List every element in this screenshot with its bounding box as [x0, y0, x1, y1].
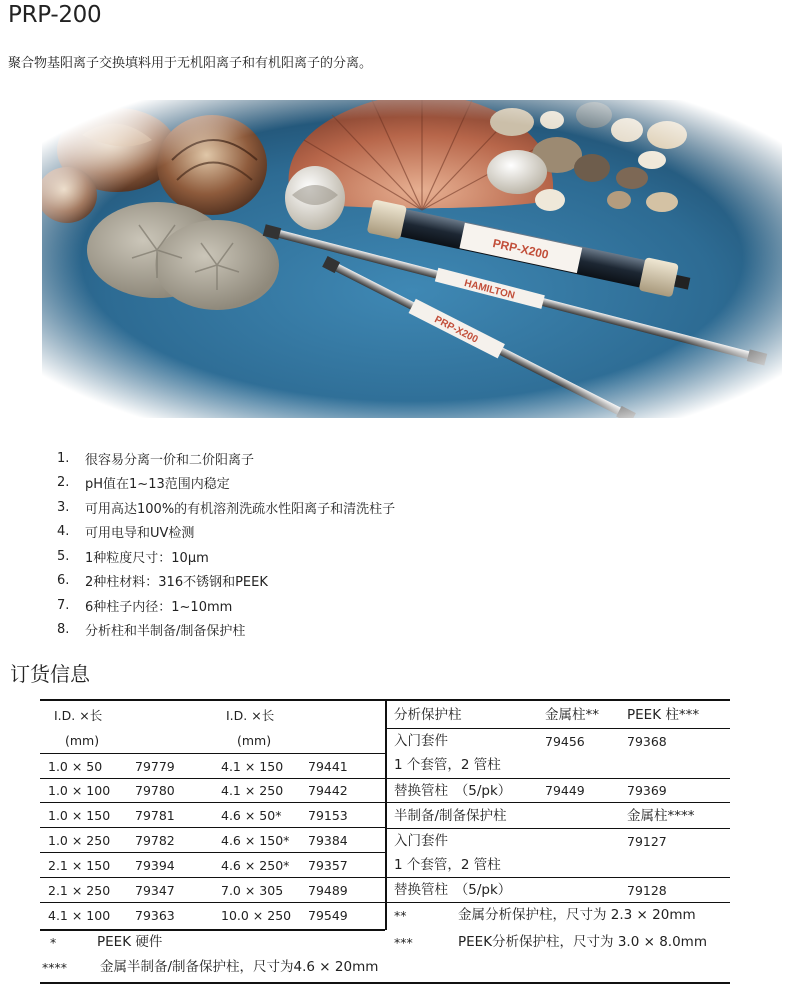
table-cell-id: 1.0 × 150 [48, 808, 111, 823]
col-header-id2-unit: (mm) [237, 733, 272, 748]
footnote-text: PEEK分析保护柱，尺寸为 3.0 × 8.0mm [458, 934, 707, 950]
left-row-rule [40, 778, 385, 779]
table-cell-pn: 79384 [308, 833, 348, 848]
right-row-rule [385, 828, 730, 829]
footnote-text: PEEK 硬件 [97, 934, 163, 950]
table-cell-pn: 79357 [308, 858, 348, 873]
table-bottom-rule [40, 982, 730, 984]
page-subtitle: 聚合物基阳离子交换填料用于无机阳离子和有机阳离子的分离。 [8, 56, 373, 71]
table-cell-pn: 79442 [308, 783, 348, 798]
right-section-rule [385, 802, 730, 803]
feature-item: 3. 可用高达100%的有机溶剂洗疏水性阳离子和清洗柱子 [57, 499, 396, 517]
table-cell-id: 7.0 × 305 [221, 883, 284, 898]
footnote-mark: ** [394, 908, 407, 923]
table-cell-pn: 79549 [308, 908, 348, 923]
feature-item: 4. 可用电导和UV检测 [57, 524, 195, 542]
table-cell-id: 10.0 × 250 [221, 908, 292, 923]
guard-column-header: 分析保护柱 [394, 707, 462, 723]
footnote-mark: *** [394, 935, 413, 950]
table-cell-pn: 79347 [135, 883, 175, 898]
table-cell-pn: 79782 [135, 833, 175, 848]
footnote-text: 金属半制备/制备保护柱，尺寸为4.6 × 20mm [100, 959, 379, 975]
col-header-id1: I.D. ×长 [54, 708, 103, 723]
left-header-rule [40, 753, 385, 754]
table-cell-pn: 79153 [308, 808, 348, 823]
table-cell-pn: 79779 [135, 759, 175, 774]
semiprep-header: 半制备/制备保护柱 [394, 808, 507, 824]
order-info-heading: 订货信息 [10, 662, 90, 686]
semiprep-replacement-pn: 79128 [627, 883, 667, 898]
feature-item: 8. 分析柱和半制备/制备保护柱 [57, 622, 246, 640]
table-cell-id: 2.1 × 150 [48, 858, 111, 873]
footnote-mark: * [50, 935, 57, 950]
right-footnote-rule [385, 902, 730, 903]
col-header-id2: I.D. ×长 [226, 708, 275, 723]
replacement-label: 替换管柱 （5/pk） [394, 783, 512, 799]
feature-item: 6. 2种柱材料：316不锈钢和PEEK [57, 573, 268, 591]
starter-kit-label: 入门套件 [394, 733, 448, 749]
metal-column-header: 金属柱** [545, 707, 599, 723]
table-cell-pn: 79781 [135, 808, 175, 823]
feature-list [57, 446, 395, 642]
left-row-rule [40, 802, 385, 803]
semiprep-replacement-label: 替换管柱 （5/pk） [394, 882, 512, 898]
table-vertical-divider [385, 699, 387, 930]
feature-item: 2. pH值在1~13范围内稳定 [57, 475, 230, 493]
right-header-rule [385, 728, 730, 729]
semiprep-kit-desc: 1 个套管，2 管柱 [394, 857, 501, 873]
left-bottom-rule [40, 929, 385, 931]
table-cell-id: 4.6 × 150* [221, 833, 290, 848]
table-cell-pn: 79780 [135, 783, 175, 798]
table-cell-pn: 79394 [135, 858, 175, 873]
semiprep-starter-kit-label: 入门套件 [394, 833, 448, 849]
table-cell-pn: 79489 [308, 883, 348, 898]
replacement-metal-pn: 79449 [545, 783, 585, 798]
left-row-rule [40, 902, 385, 903]
starter-kit-desc: 1 个套管，2 管柱 [394, 757, 501, 773]
footnote-mark: **** [42, 960, 67, 975]
table-cell-id: 4.6 × 250* [221, 858, 290, 873]
table-cell-id: 4.1 × 250 [221, 783, 284, 798]
table-cell-id: 4.1 × 150 [221, 759, 284, 774]
left-row-rule [40, 877, 385, 878]
starter-kit-peek-pn: 79368 [627, 734, 667, 749]
table-cell-pn: 79441 [308, 759, 348, 774]
feature-item: 5. 1种粒度尺寸：10μm [57, 548, 209, 566]
product-photo [42, 100, 782, 418]
semiprep-starter-kit-pn: 79127 [627, 834, 667, 849]
table-cell-id: 1.0 × 50 [48, 759, 103, 774]
page-title: PRP-200 [8, 2, 102, 28]
feature-item: 1. 很容易分离一价和二价阳离子 [57, 450, 255, 468]
feature-item: 7. 6种柱子内径：1~10mm [57, 597, 233, 615]
order-table [40, 699, 730, 984]
peek-column-header: PEEK 柱*** [627, 707, 700, 723]
starter-kit-metal-pn: 79456 [545, 734, 585, 749]
left-row-rule [40, 852, 385, 853]
table-cell-pn: 79363 [135, 908, 175, 923]
table-cell-id: 1.0 × 250 [48, 833, 111, 848]
semiprep-metal-header: 金属柱**** [627, 808, 695, 824]
table-cell-id: 4.6 × 50* [221, 808, 282, 823]
col-header-id1-unit: (mm) [65, 733, 100, 748]
right-row-rule [385, 778, 730, 779]
table-cell-id: 2.1 × 250 [48, 883, 111, 898]
left-row-rule [40, 827, 385, 828]
right-row-rule [385, 877, 730, 878]
replacement-peek-pn: 79369 [627, 783, 667, 798]
footnote-text: 金属分析保护柱，尺寸为 2.3 × 20mm [458, 907, 696, 923]
table-cell-id: 1.0 × 100 [48, 783, 111, 798]
table-cell-id: 4.1 × 100 [48, 908, 111, 923]
